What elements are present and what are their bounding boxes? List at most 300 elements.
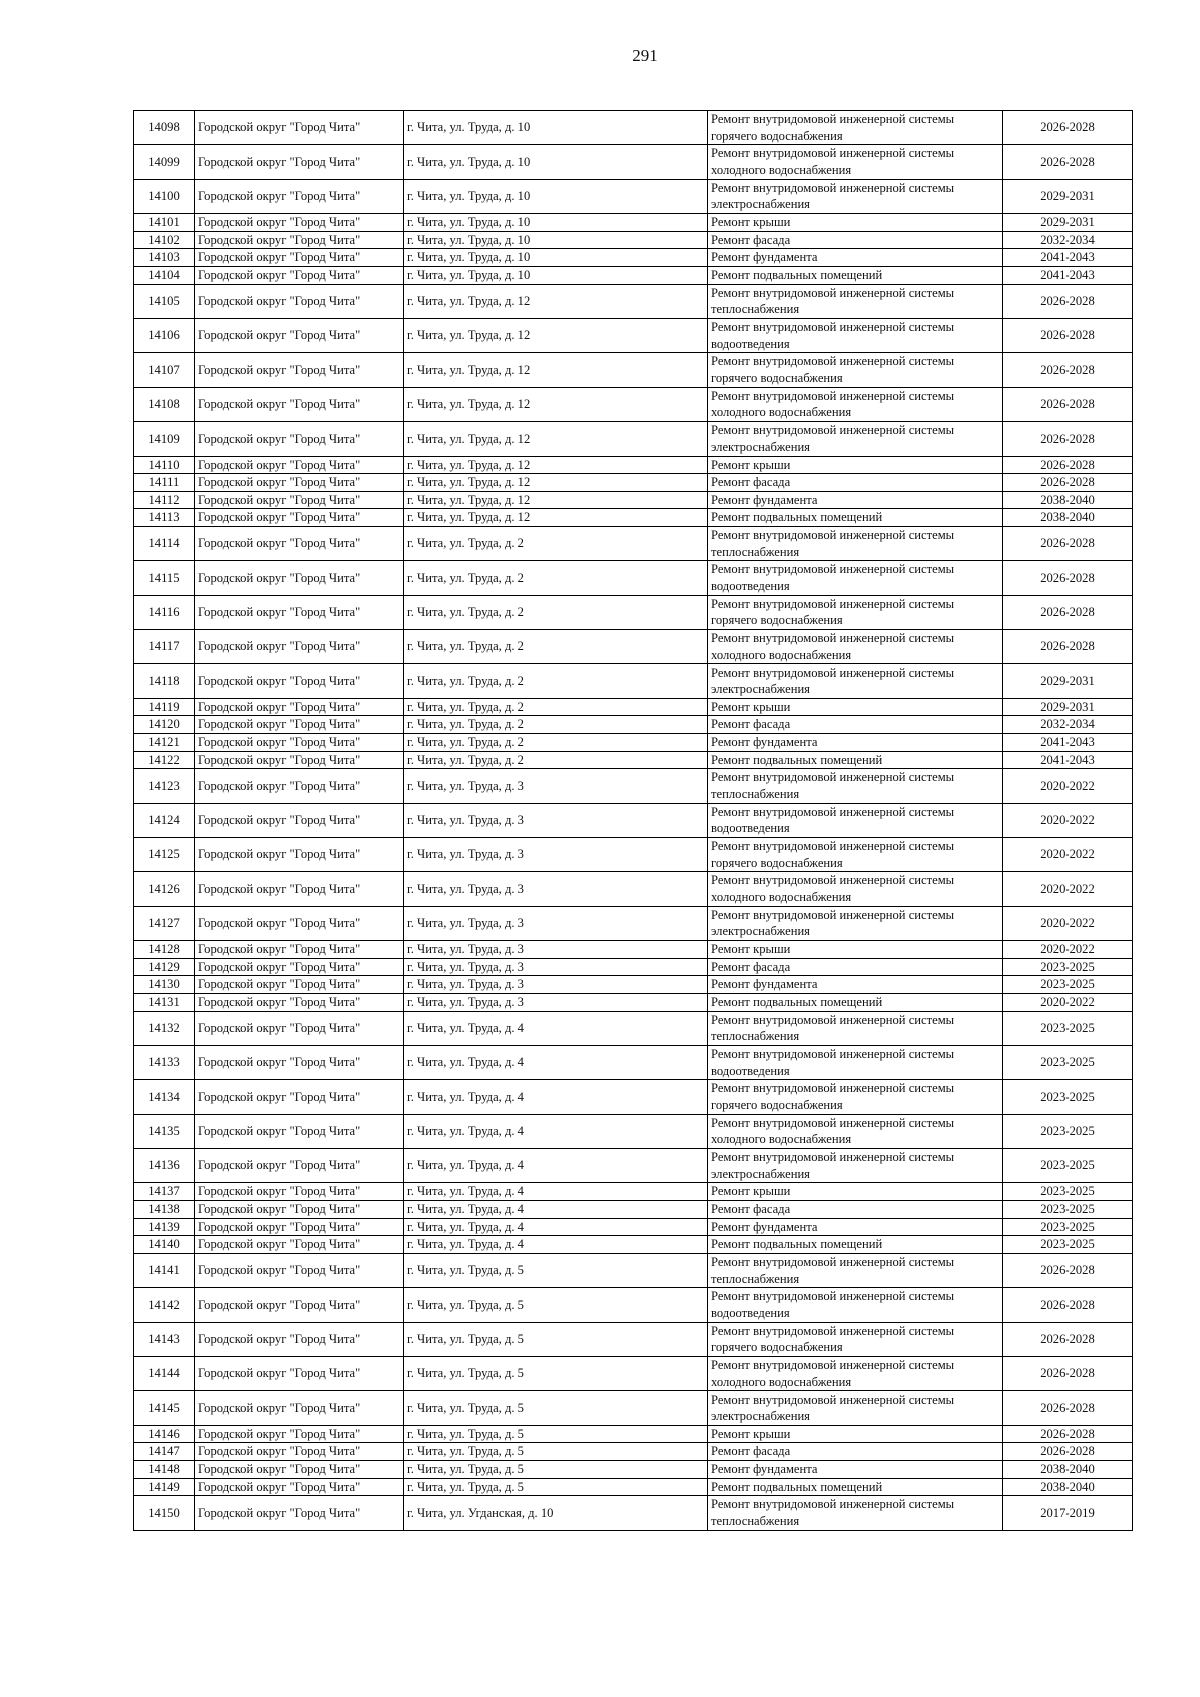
row-number-cell: 14117 <box>134 630 195 664</box>
address-cell: г. Чита, ул. Труда, д. 5 <box>404 1461 708 1479</box>
period-cell: 2023-2025 <box>1003 1236 1133 1254</box>
period-cell: 2041-2043 <box>1003 734 1133 752</box>
work-type-cell: Ремонт внутридомовой инженерной системы холодного водоснабжения <box>708 1114 1003 1148</box>
period-cell: 2023-2025 <box>1003 976 1133 994</box>
work-type-cell: Ремонт крыши <box>708 1183 1003 1201</box>
address-cell: г. Чита, ул. Труда, д. 3 <box>404 958 708 976</box>
address-cell: г. Чита, ул. Труда, д. 4 <box>404 1149 708 1183</box>
page-number: 291 <box>632 46 658 65</box>
address-cell: г. Чита, ул. Труда, д. 3 <box>404 906 708 940</box>
period-cell: 2026-2028 <box>1003 318 1133 352</box>
period-cell: 2038-2040 <box>1003 491 1133 509</box>
municipality-cell: Городской округ "Город Чита" <box>195 803 404 837</box>
period-cell: 2026-2028 <box>1003 526 1133 560</box>
municipality-cell: Городской округ "Город Чита" <box>195 1114 404 1148</box>
work-type-cell: Ремонт внутридомовой инженерной системы горячего водоснабжения <box>708 353 1003 387</box>
table-row <box>134 353 1133 387</box>
period-cell: 2020-2022 <box>1003 872 1133 906</box>
address-cell: г. Чита, ул. Труда, д. 10 <box>404 214 708 232</box>
period-cell: 2041-2043 <box>1003 249 1133 267</box>
work-type-cell: Ремонт крыши <box>708 941 1003 959</box>
row-number-cell: 14146 <box>134 1425 195 1443</box>
table-row <box>134 941 1133 959</box>
address-cell: г. Чита, ул. Труда, д. 12 <box>404 387 708 421</box>
municipality-cell: Городской округ "Город Чита" <box>195 1425 404 1443</box>
address-cell: г. Чита, ул. Труда, д. 2 <box>404 595 708 629</box>
address-cell: г. Чита, ул. Труда, д. 2 <box>404 734 708 752</box>
period-cell: 2026-2028 <box>1003 1288 1133 1322</box>
period-cell: 2026-2028 <box>1003 111 1133 145</box>
address-cell: г. Чита, ул. Труда, д. 5 <box>404 1425 708 1443</box>
municipality-cell: Городской округ "Город Чита" <box>195 941 404 959</box>
period-cell: 2026-2028 <box>1003 1391 1133 1425</box>
row-number-cell: 14135 <box>134 1114 195 1148</box>
row-number-cell: 14102 <box>134 231 195 249</box>
address-cell: г. Чита, ул. Труда, д. 3 <box>404 976 708 994</box>
municipality-cell: Городской округ "Город Чита" <box>195 111 404 145</box>
municipality-cell: Городской округ "Город Чита" <box>195 630 404 664</box>
row-number-cell: 14120 <box>134 716 195 734</box>
work-type-cell: Ремонт подвальных помещений <box>708 993 1003 1011</box>
municipality-cell: Городской округ "Город Чита" <box>195 526 404 560</box>
row-number-cell: 14141 <box>134 1253 195 1287</box>
table-row <box>134 526 1133 560</box>
municipality-cell: Городской округ "Город Чита" <box>195 1080 404 1114</box>
work-type-cell: Ремонт фасада <box>708 474 1003 492</box>
row-number-cell: 14149 <box>134 1478 195 1496</box>
municipality-cell: Городской округ "Город Чита" <box>195 769 404 803</box>
work-type-cell: Ремонт внутридомовой инженерной системы теплоснабжения <box>708 526 1003 560</box>
table-row <box>134 1391 1133 1425</box>
row-number-cell: 14108 <box>134 387 195 421</box>
row-number-cell: 14150 <box>134 1496 195 1530</box>
row-number-cell: 14128 <box>134 941 195 959</box>
period-cell: 2023-2025 <box>1003 1149 1133 1183</box>
address-cell: г. Чита, ул. Труда, д. 2 <box>404 561 708 595</box>
period-cell: 2017-2019 <box>1003 1496 1133 1530</box>
municipality-cell: Городской округ "Город Чита" <box>195 1149 404 1183</box>
row-number-cell: 14125 <box>134 837 195 871</box>
table-row <box>134 456 1133 474</box>
period-cell: 2026-2028 <box>1003 561 1133 595</box>
work-type-cell: Ремонт внутридомовой инженерной системы холодного водоснабжения <box>708 387 1003 421</box>
work-type-cell: Ремонт внутридомовой инженерной системы теплоснабжения <box>708 1496 1003 1530</box>
period-cell: 2023-2025 <box>1003 1045 1133 1079</box>
work-type-cell: Ремонт внутридомовой инженерной системы электроснабжения <box>708 1149 1003 1183</box>
address-cell: г. Чита, ул. Труда, д. 5 <box>404 1253 708 1287</box>
table-row <box>134 318 1133 352</box>
address-cell: г. Чита, ул. Труда, д. 3 <box>404 993 708 1011</box>
row-number-cell: 14101 <box>134 214 195 232</box>
period-cell: 2026-2028 <box>1003 145 1133 179</box>
address-cell: г. Чита, ул. Труда, д. 12 <box>404 284 708 318</box>
table-row <box>134 803 1133 837</box>
row-number-cell: 14124 <box>134 803 195 837</box>
period-cell: 2020-2022 <box>1003 941 1133 959</box>
table-row <box>134 145 1133 179</box>
address-cell: г. Чита, ул. Труда, д. 2 <box>404 751 708 769</box>
row-number-cell: 14145 <box>134 1391 195 1425</box>
row-number-cell: 14112 <box>134 491 195 509</box>
work-type-cell: Ремонт внутридомовой инженерной системы холодного водоснабжения <box>708 145 1003 179</box>
table-row <box>134 1425 1133 1443</box>
row-number-cell: 14126 <box>134 872 195 906</box>
row-number-cell: 14106 <box>134 318 195 352</box>
period-cell: 2026-2028 <box>1003 474 1133 492</box>
row-number-cell: 14132 <box>134 1011 195 1045</box>
table-row <box>134 1478 1133 1496</box>
municipality-cell: Городской округ "Город Чита" <box>195 179 404 213</box>
row-number-cell: 14122 <box>134 751 195 769</box>
period-cell: 2032-2034 <box>1003 231 1133 249</box>
municipality-cell: Городской округ "Город Чита" <box>195 1443 404 1461</box>
table-row <box>134 1201 1133 1219</box>
table-row <box>134 1461 1133 1479</box>
row-number-cell: 14142 <box>134 1288 195 1322</box>
row-number-cell: 14103 <box>134 249 195 267</box>
table-row <box>134 595 1133 629</box>
address-cell: г. Чита, ул. Труда, д. 3 <box>404 803 708 837</box>
table-row <box>134 249 1133 267</box>
row-number-cell: 14140 <box>134 1236 195 1254</box>
repair-schedule-table <box>133 110 1133 1531</box>
municipality-cell: Городской округ "Город Чита" <box>195 353 404 387</box>
table-row <box>134 976 1133 994</box>
work-type-cell: Ремонт фасада <box>708 231 1003 249</box>
period-cell: 2026-2028 <box>1003 387 1133 421</box>
address-cell: г. Чита, ул. Труда, д. 4 <box>404 1183 708 1201</box>
table-row <box>134 111 1133 145</box>
address-cell: г. Чита, ул. Труда, д. 5 <box>404 1322 708 1356</box>
period-cell: 2026-2028 <box>1003 1253 1133 1287</box>
work-type-cell: Ремонт фундамента <box>708 976 1003 994</box>
municipality-cell: Городской округ "Город Чита" <box>195 1236 404 1254</box>
period-cell: 2029-2031 <box>1003 664 1133 698</box>
work-type-cell: Ремонт крыши <box>708 1425 1003 1443</box>
period-cell: 2026-2028 <box>1003 456 1133 474</box>
period-cell: 2026-2028 <box>1003 595 1133 629</box>
period-cell: 2023-2025 <box>1003 1201 1133 1219</box>
municipality-cell: Городской округ "Город Чита" <box>195 1045 404 1079</box>
row-number-cell: 14129 <box>134 958 195 976</box>
municipality-cell: Городской округ "Город Чита" <box>195 664 404 698</box>
address-cell: г. Чита, ул. Угданская, д. 10 <box>404 1496 708 1530</box>
row-number-cell: 14114 <box>134 526 195 560</box>
period-cell: 2029-2031 <box>1003 214 1133 232</box>
row-number-cell: 14110 <box>134 456 195 474</box>
table-row <box>134 179 1133 213</box>
period-cell: 2029-2031 <box>1003 698 1133 716</box>
work-type-cell: Ремонт внутридомовой инженерной системы горячего водоснабжения <box>708 595 1003 629</box>
work-type-cell: Ремонт внутридомовой инженерной системы электроснабжения <box>708 1391 1003 1425</box>
row-number-cell: 14133 <box>134 1045 195 1079</box>
period-cell: 2023-2025 <box>1003 1114 1133 1148</box>
municipality-cell: Городской округ "Город Чита" <box>195 1461 404 1479</box>
period-cell: 2023-2025 <box>1003 1011 1133 1045</box>
row-number-cell: 14136 <box>134 1149 195 1183</box>
address-cell: г. Чита, ул. Труда, д. 12 <box>404 491 708 509</box>
table-row <box>134 872 1133 906</box>
work-type-cell: Ремонт внутридомовой инженерной системы теплоснабжения <box>708 284 1003 318</box>
municipality-cell: Городской округ "Город Чита" <box>195 872 404 906</box>
row-number-cell: 14130 <box>134 976 195 994</box>
table-row <box>134 1253 1133 1287</box>
address-cell: г. Чита, ул. Труда, д. 12 <box>404 353 708 387</box>
row-number-cell: 14134 <box>134 1080 195 1114</box>
work-type-cell: Ремонт крыши <box>708 698 1003 716</box>
work-type-cell: Ремонт внутридомовой инженерной системы теплоснабжения <box>708 1253 1003 1287</box>
municipality-cell: Городской округ "Город Чита" <box>195 1496 404 1530</box>
work-type-cell: Ремонт фундамента <box>708 1218 1003 1236</box>
work-type-cell: Ремонт фасада <box>708 1443 1003 1461</box>
row-number-cell: 14098 <box>134 111 195 145</box>
row-number-cell: 14137 <box>134 1183 195 1201</box>
work-type-cell: Ремонт внутридомовой инженерной системы теплоснабжения <box>708 1011 1003 1045</box>
table-row <box>134 491 1133 509</box>
table-row <box>134 1183 1133 1201</box>
work-type-cell: Ремонт внутридомовой инженерной системы водоотведения <box>708 803 1003 837</box>
municipality-cell: Городской округ "Город Чита" <box>195 1183 404 1201</box>
period-cell: 2023-2025 <box>1003 958 1133 976</box>
period-cell: 2020-2022 <box>1003 993 1133 1011</box>
table-row <box>134 1288 1133 1322</box>
work-type-cell: Ремонт внутридомовой инженерной системы электроснабжения <box>708 906 1003 940</box>
work-type-cell: Ремонт внутридомовой инженерной системы теплоснабжения <box>708 769 1003 803</box>
address-cell: г. Чита, ул. Труда, д. 5 <box>404 1288 708 1322</box>
row-number-cell: 14118 <box>134 664 195 698</box>
municipality-cell: Городской округ "Город Чита" <box>195 456 404 474</box>
address-cell: г. Чита, ул. Труда, д. 10 <box>404 111 708 145</box>
work-type-cell: Ремонт внутридомовой инженерной системы водоотведения <box>708 1045 1003 1079</box>
period-cell: 2023-2025 <box>1003 1080 1133 1114</box>
work-type-cell: Ремонт фасада <box>708 958 1003 976</box>
period-cell: 2023-2025 <box>1003 1218 1133 1236</box>
address-cell: г. Чита, ул. Труда, д. 10 <box>404 145 708 179</box>
municipality-cell: Городской округ "Город Чита" <box>195 214 404 232</box>
address-cell: г. Чита, ул. Труда, д. 4 <box>404 1011 708 1045</box>
address-cell: г. Чита, ул. Труда, д. 4 <box>404 1114 708 1148</box>
municipality-cell: Городской округ "Город Чита" <box>195 716 404 734</box>
municipality-cell: Городской округ "Город Чита" <box>195 1288 404 1322</box>
municipality-cell: Городской округ "Город Чита" <box>195 906 404 940</box>
municipality-cell: Городской округ "Город Чита" <box>195 145 404 179</box>
municipality-cell: Городской округ "Город Чита" <box>195 595 404 629</box>
work-type-cell: Ремонт внутридомовой инженерной системы электроснабжения <box>708 179 1003 213</box>
row-number-cell: 14116 <box>134 595 195 629</box>
table-row <box>134 231 1133 249</box>
work-type-cell: Ремонт крыши <box>708 456 1003 474</box>
table-row <box>134 698 1133 716</box>
period-cell: 2029-2031 <box>1003 179 1133 213</box>
period-cell: 2020-2022 <box>1003 803 1133 837</box>
address-cell: г. Чита, ул. Труда, д. 10 <box>404 231 708 249</box>
row-number-cell: 14109 <box>134 422 195 456</box>
municipality-cell: Городской округ "Город Чита" <box>195 1201 404 1219</box>
period-cell: 2026-2028 <box>1003 284 1133 318</box>
municipality-cell: Городской округ "Город Чита" <box>195 318 404 352</box>
table-row <box>134 1496 1133 1530</box>
address-cell: г. Чита, ул. Труда, д. 4 <box>404 1080 708 1114</box>
work-type-cell: Ремонт внутридомовой инженерной системы водоотведения <box>708 561 1003 595</box>
table-row <box>134 1357 1133 1391</box>
table-row <box>134 630 1133 664</box>
row-number-cell: 14147 <box>134 1443 195 1461</box>
table-row <box>134 751 1133 769</box>
municipality-cell: Городской округ "Город Чита" <box>195 474 404 492</box>
period-cell: 2026-2028 <box>1003 1322 1133 1356</box>
table-body <box>134 111 1133 1531</box>
municipality-cell: Городской округ "Город Чита" <box>195 249 404 267</box>
row-number-cell: 14119 <box>134 698 195 716</box>
address-cell: г. Чита, ул. Труда, д. 3 <box>404 872 708 906</box>
table-row <box>134 474 1133 492</box>
municipality-cell: Городской округ "Город Чита" <box>195 958 404 976</box>
period-cell: 2026-2028 <box>1003 1425 1133 1443</box>
address-cell: г. Чита, ул. Труда, д. 5 <box>404 1478 708 1496</box>
work-type-cell: Ремонт фундамента <box>708 249 1003 267</box>
row-number-cell: 14144 <box>134 1357 195 1391</box>
address-cell: г. Чита, ул. Труда, д. 4 <box>404 1045 708 1079</box>
period-cell: 2038-2040 <box>1003 1478 1133 1496</box>
row-number-cell: 14111 <box>134 474 195 492</box>
address-cell: г. Чита, ул. Труда, д. 12 <box>404 474 708 492</box>
row-number-cell: 14099 <box>134 145 195 179</box>
work-type-cell: Ремонт внутридомовой инженерной системы водоотведения <box>708 318 1003 352</box>
work-type-cell: Ремонт фундамента <box>708 1461 1003 1479</box>
address-cell: г. Чита, ул. Труда, д. 3 <box>404 837 708 871</box>
address-cell: г. Чита, ул. Труда, д. 12 <box>404 456 708 474</box>
period-cell: 2032-2034 <box>1003 716 1133 734</box>
table-row <box>134 1080 1133 1114</box>
period-cell: 2026-2028 <box>1003 1443 1133 1461</box>
row-number-cell: 14107 <box>134 353 195 387</box>
address-cell: г. Чита, ул. Труда, д. 2 <box>404 664 708 698</box>
work-type-cell: Ремонт фундамента <box>708 734 1003 752</box>
municipality-cell: Городской округ "Город Чита" <box>195 491 404 509</box>
address-cell: г. Чита, ул. Труда, д. 12 <box>404 422 708 456</box>
row-number-cell: 14121 <box>134 734 195 752</box>
work-type-cell: Ремонт крыши <box>708 214 1003 232</box>
work-type-cell: Ремонт фасада <box>708 1201 1003 1219</box>
address-cell: г. Чита, ул. Труда, д. 10 <box>404 179 708 213</box>
table-row <box>134 1149 1133 1183</box>
period-cell: 2026-2028 <box>1003 1357 1133 1391</box>
address-cell: г. Чита, ул. Труда, д. 2 <box>404 526 708 560</box>
work-type-cell: Ремонт подвальных помещений <box>708 1478 1003 1496</box>
work-type-cell: Ремонт подвальных помещений <box>708 751 1003 769</box>
municipality-cell: Городской округ "Город Чита" <box>195 284 404 318</box>
address-cell: г. Чита, ул. Труда, д. 5 <box>404 1391 708 1425</box>
work-type-cell: Ремонт фундамента <box>708 491 1003 509</box>
address-cell: г. Чита, ул. Труда, д. 10 <box>404 266 708 284</box>
work-type-cell: Ремонт подвальных помещений <box>708 266 1003 284</box>
address-cell: г. Чита, ул. Труда, д. 3 <box>404 941 708 959</box>
period-cell: 2020-2022 <box>1003 837 1133 871</box>
table-row <box>134 561 1133 595</box>
period-cell: 2023-2025 <box>1003 1183 1133 1201</box>
period-cell: 2026-2028 <box>1003 630 1133 664</box>
address-cell: г. Чита, ул. Труда, д. 2 <box>404 630 708 664</box>
address-cell: г. Чита, ул. Труда, д. 12 <box>404 509 708 527</box>
municipality-cell: Городской округ "Город Чита" <box>195 1218 404 1236</box>
row-number-cell: 14138 <box>134 1201 195 1219</box>
municipality-cell: Городской округ "Город Чита" <box>195 422 404 456</box>
municipality-cell: Городской округ "Город Чита" <box>195 1478 404 1496</box>
table-row <box>134 387 1133 421</box>
address-cell: г. Чита, ул. Труда, д. 5 <box>404 1357 708 1391</box>
table-row <box>134 422 1133 456</box>
row-number-cell: 14105 <box>134 284 195 318</box>
address-cell: г. Чита, ул. Труда, д. 12 <box>404 318 708 352</box>
table-row <box>134 266 1133 284</box>
work-type-cell: Ремонт подвальных помещений <box>708 509 1003 527</box>
work-type-cell: Ремонт внутридомовой инженерной системы горячего водоснабжения <box>708 837 1003 871</box>
municipality-cell: Городской округ "Город Чита" <box>195 387 404 421</box>
table-row <box>134 284 1133 318</box>
municipality-cell: Городской округ "Город Чита" <box>195 734 404 752</box>
work-type-cell: Ремонт внутридомовой инженерной системы водоотведения <box>708 1288 1003 1322</box>
row-number-cell: 14139 <box>134 1218 195 1236</box>
municipality-cell: Городской округ "Город Чита" <box>195 266 404 284</box>
table-row <box>134 1443 1133 1461</box>
municipality-cell: Городской округ "Город Чита" <box>195 751 404 769</box>
row-number-cell: 14148 <box>134 1461 195 1479</box>
municipality-cell: Городской округ "Город Чита" <box>195 976 404 994</box>
address-cell: г. Чита, ул. Труда, д. 2 <box>404 716 708 734</box>
address-cell: г. Чита, ул. Труда, д. 3 <box>404 769 708 803</box>
table-row <box>134 1218 1133 1236</box>
address-cell: г. Чита, ул. Труда, д. 2 <box>404 698 708 716</box>
municipality-cell: Городской округ "Город Чита" <box>195 837 404 871</box>
work-type-cell: Ремонт внутридомовой инженерной системы холодного водоснабжения <box>708 630 1003 664</box>
work-type-cell: Ремонт внутридомовой инженерной системы электроснабжения <box>708 422 1003 456</box>
table-row <box>134 716 1133 734</box>
work-type-cell: Ремонт внутридомовой инженерной системы холодного водоснабжения <box>708 872 1003 906</box>
row-number-cell: 14131 <box>134 993 195 1011</box>
municipality-cell: Городской округ "Город Чита" <box>195 561 404 595</box>
address-cell: г. Чита, ул. Труда, д. 4 <box>404 1236 708 1254</box>
period-cell: 2026-2028 <box>1003 422 1133 456</box>
period-cell: 2041-2043 <box>1003 266 1133 284</box>
period-cell: 2020-2022 <box>1003 906 1133 940</box>
work-type-cell: Ремонт фасада <box>708 716 1003 734</box>
table-row <box>134 1045 1133 1079</box>
municipality-cell: Городской округ "Город Чита" <box>195 1253 404 1287</box>
municipality-cell: Городской округ "Город Чита" <box>195 1391 404 1425</box>
row-number-cell: 14115 <box>134 561 195 595</box>
table-row <box>134 214 1133 232</box>
table-row <box>134 906 1133 940</box>
period-cell: 2026-2028 <box>1003 353 1133 387</box>
period-cell: 2038-2040 <box>1003 1461 1133 1479</box>
table-row <box>134 509 1133 527</box>
municipality-cell: Городской округ "Город Чита" <box>195 698 404 716</box>
table-row <box>134 993 1133 1011</box>
row-number-cell: 14123 <box>134 769 195 803</box>
municipality-cell: Городской округ "Город Чита" <box>195 509 404 527</box>
address-cell: г. Чита, ул. Труда, д. 10 <box>404 249 708 267</box>
work-type-cell: Ремонт внутридомовой инженерной системы холодного водоснабжения <box>708 1357 1003 1391</box>
table-row <box>134 1011 1133 1045</box>
period-cell: 2020-2022 <box>1003 769 1133 803</box>
table-row <box>134 1114 1133 1148</box>
work-type-cell: Ремонт внутридомовой инженерной системы горячего водоснабжения <box>708 1080 1003 1114</box>
address-cell: г. Чита, ул. Труда, д. 4 <box>404 1201 708 1219</box>
row-number-cell: 14100 <box>134 179 195 213</box>
work-type-cell: Ремонт подвальных помещений <box>708 1236 1003 1254</box>
municipality-cell: Городской округ "Город Чита" <box>195 1322 404 1356</box>
municipality-cell: Городской округ "Город Чита" <box>195 1011 404 1045</box>
